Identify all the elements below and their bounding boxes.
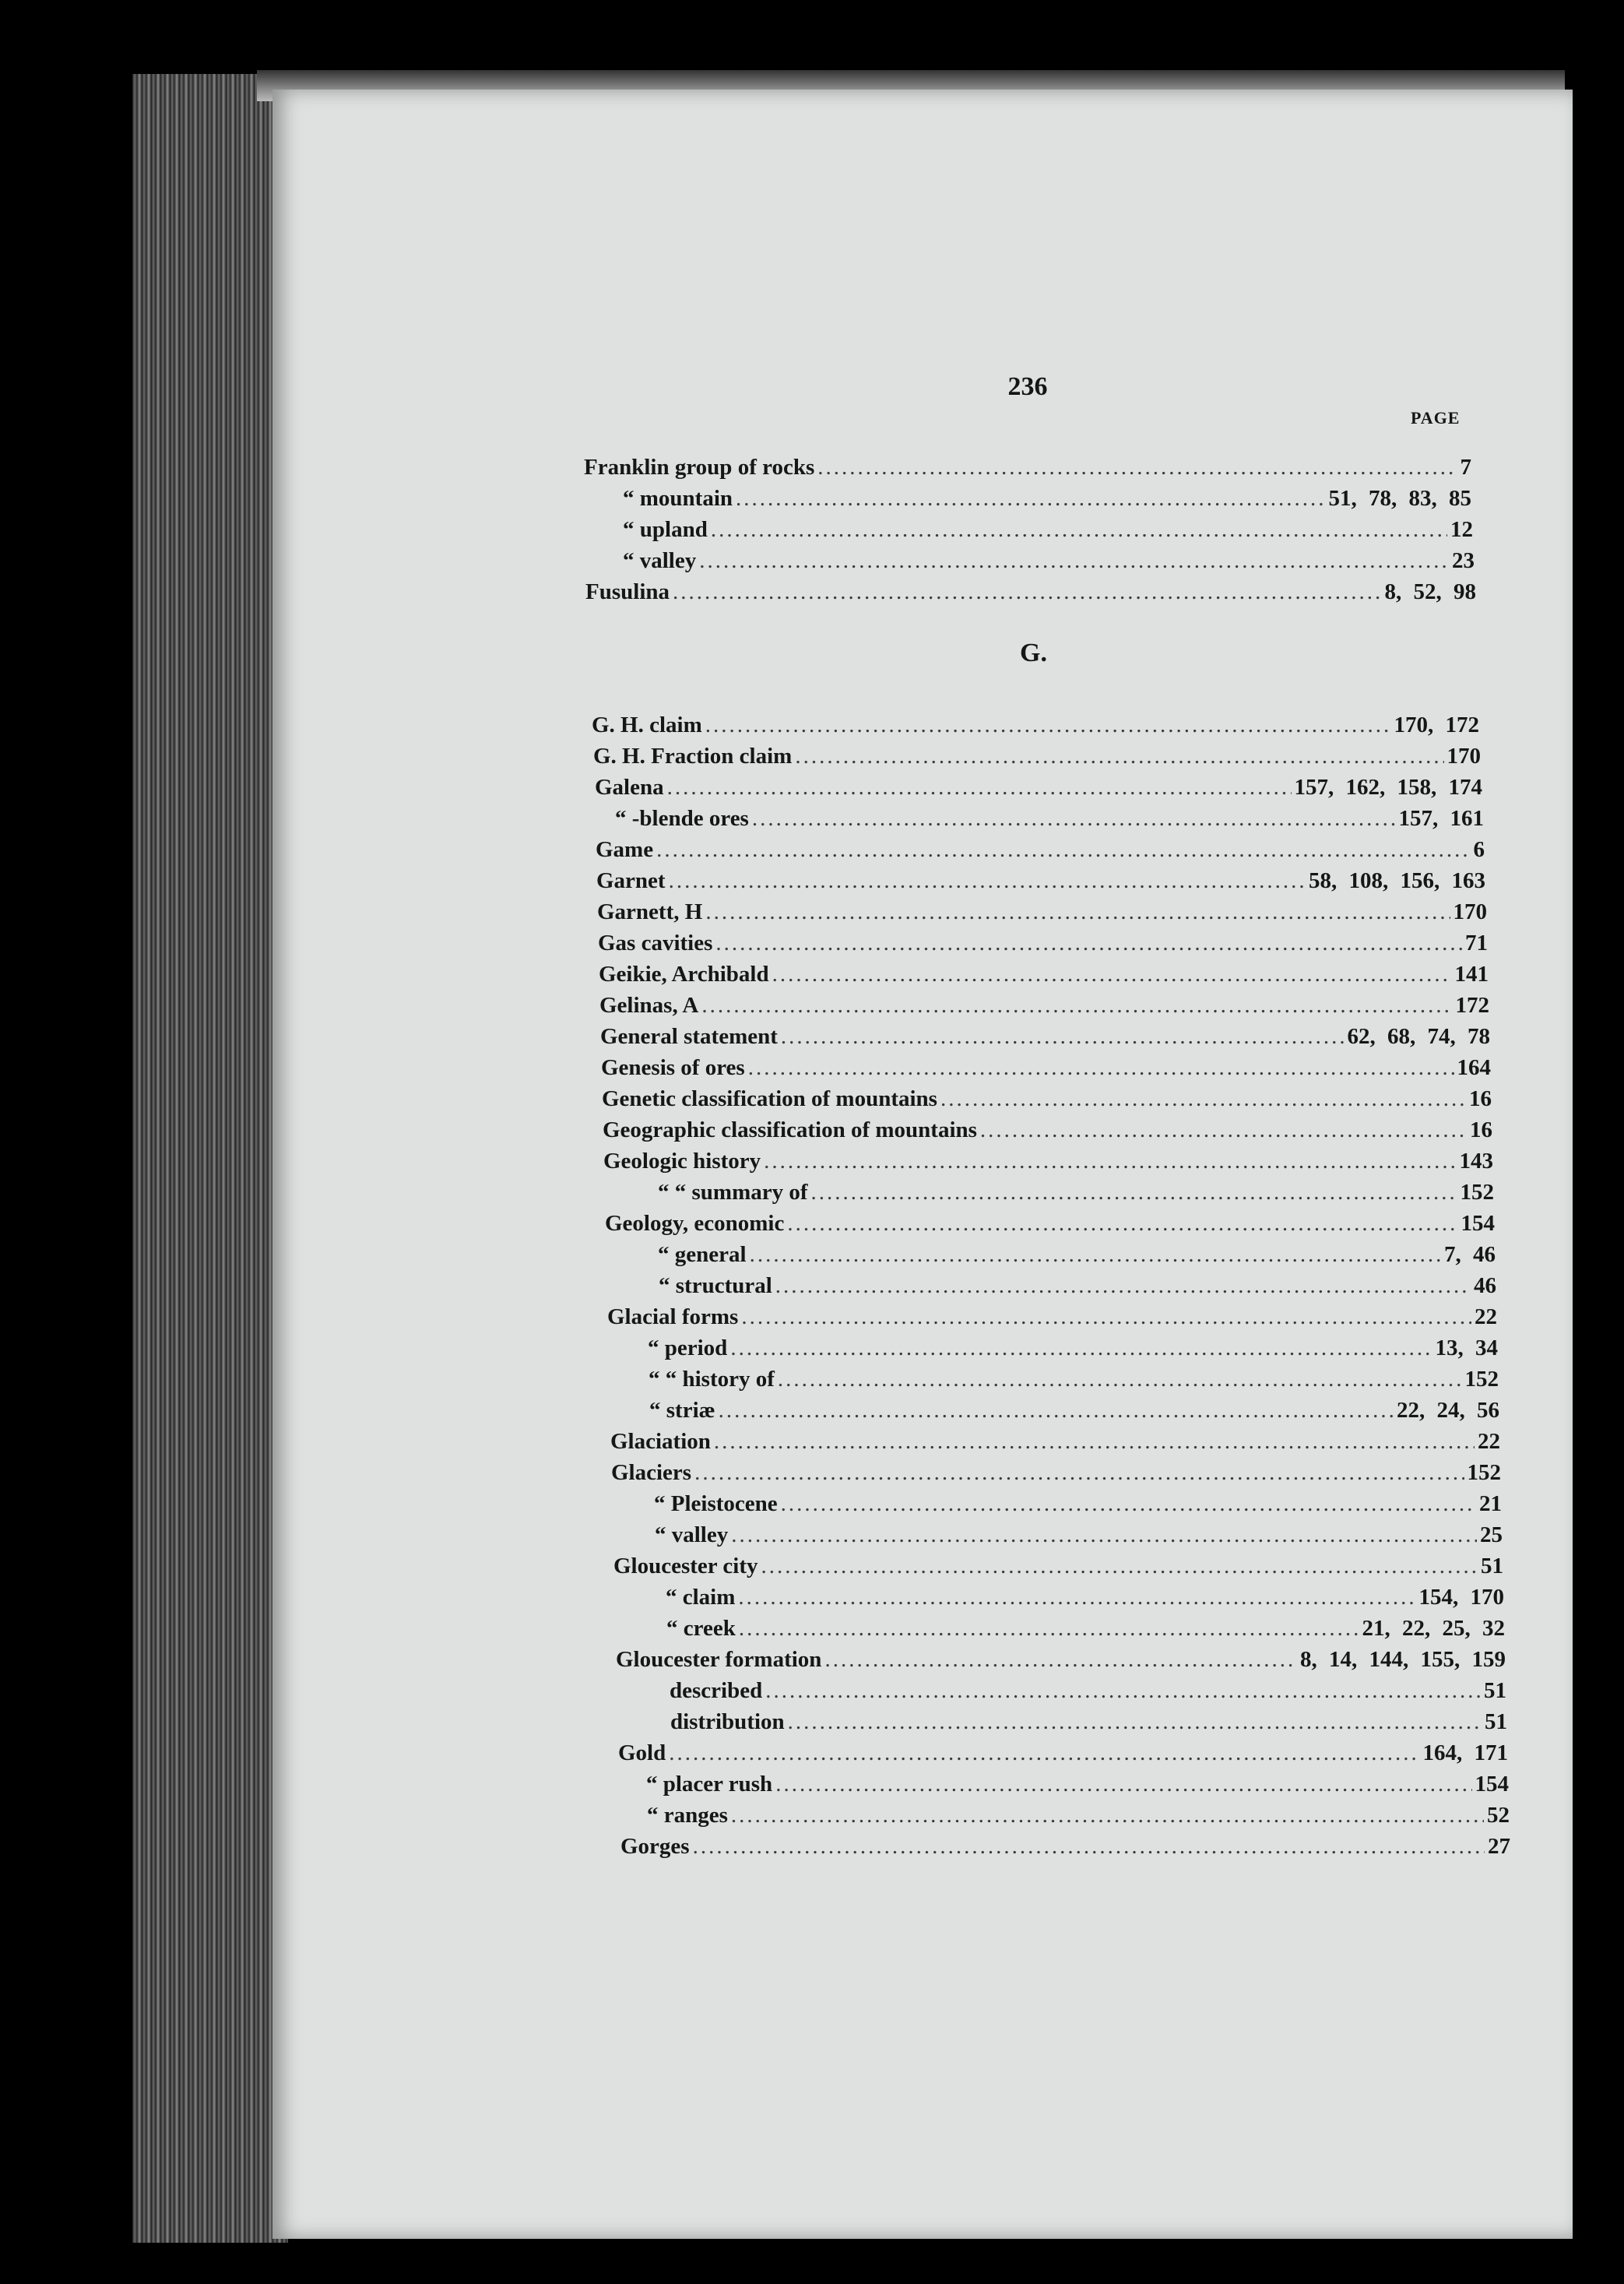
index-entry [605, 1209, 1495, 1238]
index-entry [599, 991, 1489, 1020]
index-entry [610, 1427, 1500, 1456]
entry-label: “ ranges [647, 1803, 728, 1828]
entry-pages: 7, 46 [1444, 1242, 1496, 1267]
entry-pages: 143 [1459, 1149, 1493, 1174]
index-entry [618, 1738, 1508, 1768]
entry-label: Geikie, Archibald [599, 962, 769, 987]
entry-label: Geologic history [603, 1149, 761, 1174]
index-entry [649, 1364, 1499, 1394]
entry-pages: 52 [1487, 1803, 1510, 1828]
entry-pages: 51, 78, 83, 85 [1328, 486, 1471, 511]
entry-label: Glaciation [610, 1429, 711, 1454]
entry-pages: 62, 68, 74, 78 [1347, 1024, 1490, 1049]
index-entry [615, 804, 1484, 833]
entry-label: Gloucester formation [616, 1647, 822, 1672]
index-entry [648, 1333, 1498, 1363]
leader-dots [656, 835, 1470, 864]
index-entry [597, 897, 1487, 927]
leader-dots [738, 1582, 1415, 1612]
entry-label: Fusulina [585, 579, 670, 604]
entry-pages: 170 [1453, 899, 1487, 924]
index-entry [607, 1302, 1497, 1332]
leader-dots [787, 1209, 1457, 1238]
entry-pages: 25 [1480, 1522, 1503, 1547]
index-entry [603, 1115, 1492, 1145]
entry-pages: 154 [1475, 1772, 1509, 1797]
leader-dots [739, 1614, 1359, 1643]
index-entry [649, 1395, 1499, 1425]
leader-dots [694, 1458, 1464, 1487]
entry-pages: 8, 52, 98 [1384, 579, 1476, 604]
index-entry [600, 1022, 1490, 1051]
leader-dots [748, 1053, 1454, 1082]
entry-pages: 152 [1460, 1180, 1494, 1205]
index-entry [596, 866, 1485, 896]
index-entry [595, 772, 1482, 802]
leader-dots [775, 1769, 1471, 1799]
index-entry [666, 1614, 1505, 1643]
entry-label: Galena [595, 775, 664, 800]
leader-dots [701, 991, 1452, 1020]
entry-label: “ upland [623, 517, 708, 542]
entry-pages: 16 [1469, 1086, 1492, 1111]
index-entry [620, 1832, 1510, 1861]
entry-label: “ period [648, 1336, 728, 1360]
entry-pages: 21 [1479, 1491, 1502, 1516]
entry-pages: 46 [1474, 1273, 1496, 1298]
index-entry [598, 928, 1488, 958]
entry-pages: 170 [1446, 744, 1481, 769]
leader-dots [669, 866, 1306, 896]
page-number: 236 [1007, 372, 1048, 401]
index-entry [592, 710, 1479, 740]
entry-label: G. H. Fraction claim [593, 744, 793, 769]
entry-label: Geology, economic [605, 1211, 785, 1236]
entry-pages: 141 [1454, 962, 1489, 987]
entry-pages: 172 [1455, 993, 1489, 1018]
entry-pages: 13, 34 [1435, 1336, 1498, 1360]
leader-dots [673, 577, 1382, 607]
entry-pages: 152 [1467, 1460, 1501, 1485]
leader-dots [693, 1832, 1485, 1861]
leader-dots [705, 897, 1450, 927]
index-entry [603, 1146, 1493, 1176]
entry-label: Geographic classification of mountains [603, 1117, 977, 1142]
entry-pages: 154, 170 [1418, 1585, 1504, 1610]
section-heading-g: G. [1020, 639, 1047, 667]
entry-label: Glaciers [611, 1460, 692, 1485]
leader-dots [730, 1333, 1432, 1363]
entry-label: “ Pleistocene [654, 1491, 778, 1516]
entry-pages: 22 [1478, 1429, 1500, 1454]
index-entry [596, 835, 1485, 864]
entry-label: “ placer rush [646, 1772, 773, 1797]
leader-dots [788, 1707, 1482, 1737]
entry-label: “ structural [659, 1273, 772, 1298]
entry-label: Garnett, H [597, 899, 703, 924]
leader-dots [761, 1551, 1478, 1581]
page-column-label: PAGE [1411, 408, 1461, 428]
entry-pages: 23 [1452, 548, 1475, 573]
entry-label: “ valley [655, 1522, 729, 1547]
entry-pages: 22 [1475, 1304, 1497, 1329]
entry-label: Game [596, 837, 654, 862]
index-entry [623, 515, 1473, 544]
leader-dots [731, 1800, 1484, 1830]
entry-pages: 21, 22, 25, 32 [1362, 1616, 1505, 1641]
entry-pages: 6 [1473, 837, 1485, 862]
leader-dots [824, 1645, 1297, 1674]
entry-label: “ “ history of [649, 1367, 775, 1392]
leader-dots [714, 1427, 1475, 1456]
leader-dots [781, 1489, 1476, 1519]
entry-pages: 22, 24, 56 [1397, 1398, 1499, 1423]
entry-pages: 51 [1481, 1554, 1503, 1578]
index-entry [666, 1582, 1504, 1612]
entry-pages: 152 [1464, 1367, 1499, 1392]
entry-label: “ -blende ores [615, 806, 749, 831]
index-entry [599, 959, 1489, 989]
entry-label: “ “ summary of [658, 1180, 808, 1205]
index-entry [593, 741, 1481, 771]
index-entry [623, 484, 1471, 513]
entry-pages: 157, 161 [1398, 806, 1484, 831]
entry-label: Genesis of ores [601, 1055, 745, 1080]
leader-dots [795, 741, 1443, 771]
entry-label: Gas cavities [598, 931, 713, 955]
leader-dots [699, 546, 1449, 575]
leader-dots [778, 1364, 1462, 1394]
leader-dots [667, 772, 1292, 802]
entry-label: G. H. claim [592, 713, 702, 737]
index-entry [601, 1053, 1491, 1082]
leader-dots [736, 484, 1325, 513]
leader-dots [817, 452, 1457, 482]
leader-dots [750, 1240, 1441, 1269]
entry-pages: 164, 171 [1422, 1740, 1508, 1765]
entry-pages: 7 [1460, 455, 1471, 480]
entry-label: General statement [600, 1024, 778, 1049]
leader-dots [741, 1302, 1471, 1332]
leader-dots [772, 959, 1452, 989]
index-entry [613, 1551, 1503, 1581]
index-entry [654, 1489, 1502, 1519]
entry-label: Gloucester city [613, 1554, 758, 1578]
leader-dots [811, 1177, 1457, 1207]
entry-label: “ claim [666, 1585, 736, 1610]
entry-pages: 51 [1484, 1678, 1506, 1703]
leader-dots [705, 710, 1391, 740]
entry-label: Genetic classification of mountains [602, 1086, 937, 1111]
entry-label: Franklin group of rocks [584, 455, 815, 480]
entry-label: “ creek [666, 1616, 736, 1641]
entry-label: “ general [658, 1242, 747, 1267]
leader-dots [711, 515, 1447, 544]
entry-label: Garnet [596, 868, 666, 893]
index-entry [585, 577, 1476, 607]
index-entry [659, 1271, 1496, 1300]
entry-label: Gorges [620, 1834, 690, 1859]
index-entry [658, 1177, 1494, 1207]
leader-dots [775, 1271, 1471, 1300]
entry-pages: 27 [1488, 1834, 1510, 1859]
entry-pages: 8, 14, 144, 155, 159 [1300, 1647, 1506, 1672]
entry-label: Gelinas, A [599, 993, 699, 1018]
entry-pages: 170, 172 [1394, 713, 1479, 737]
entry-label: “ striæ [649, 1398, 715, 1423]
leader-dots [781, 1022, 1345, 1051]
leader-dots [765, 1676, 1481, 1705]
index-entry [623, 546, 1475, 575]
entry-label: “ mountain [623, 486, 733, 511]
entry-label: Glacial forms [607, 1304, 739, 1329]
leader-dots [731, 1520, 1477, 1550]
index-entry [584, 452, 1471, 482]
leader-dots [980, 1115, 1467, 1145]
index-entry [647, 1800, 1510, 1830]
index-entry [655, 1520, 1503, 1550]
leader-dots [940, 1084, 1466, 1114]
leader-dots [669, 1738, 1419, 1768]
entry-pages: 58, 108, 156, 163 [1309, 868, 1485, 893]
index-entry [616, 1645, 1506, 1674]
entry-pages: 51 [1485, 1709, 1507, 1734]
entry-pages: 164 [1457, 1055, 1491, 1080]
entry-pages: 12 [1450, 517, 1473, 542]
entry-label: described [670, 1678, 763, 1703]
entry-label: “ valley [623, 548, 697, 573]
index-entry [670, 1676, 1506, 1705]
index-entry [670, 1707, 1507, 1737]
entry-pages: 71 [1465, 931, 1488, 955]
entry-pages: 16 [1470, 1117, 1492, 1142]
index-entry [646, 1769, 1509, 1799]
entry-pages: 154 [1461, 1211, 1495, 1236]
index-entry [611, 1458, 1501, 1487]
entry-pages: 157, 162, 158, 174 [1294, 775, 1482, 800]
entry-label: Gold [618, 1740, 666, 1765]
leader-dots [752, 804, 1396, 833]
leader-dots [719, 1395, 1394, 1425]
index-entry [658, 1240, 1496, 1269]
index-entry [602, 1084, 1492, 1114]
entry-label: distribution [670, 1709, 785, 1734]
leader-dots [764, 1146, 1456, 1176]
leader-dots [715, 928, 1462, 958]
